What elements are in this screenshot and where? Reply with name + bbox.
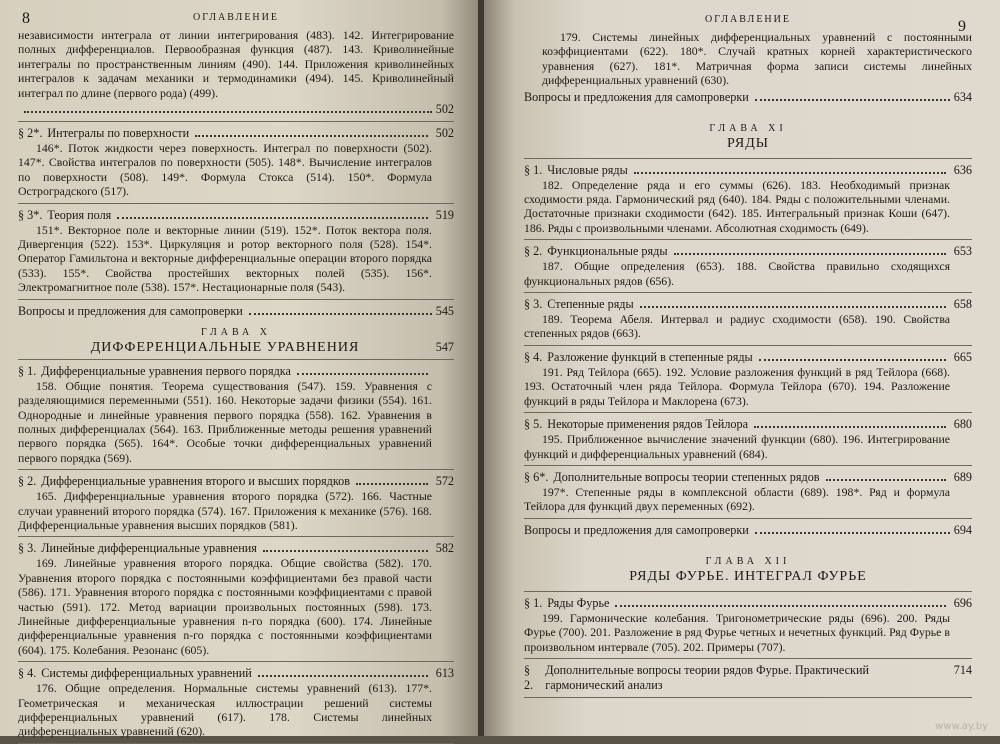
page-ref: 694 <box>953 522 972 537</box>
page-ref: 582 <box>435 541 454 556</box>
section-title: Разложение функций в степенные ряды <box>547 349 753 364</box>
divider <box>524 518 972 519</box>
section-heading <box>524 297 972 312</box>
left-page <box>0 0 480 739</box>
section-number: § 2. <box>18 474 37 489</box>
section-title: Дополнительные вопросы теории степенных рядов <box>553 469 820 484</box>
divider <box>524 158 972 159</box>
toc-section <box>18 208 454 300</box>
subsection-list: 191. Ряд Тейлора (665). 192. Условие разложения функций в ряд Тейлора (668). 193. Остаточный член ряда Тейлора. Формула Тейлора (670). 194. Разложение функций в ряды Тейлора и Маклорена (673). <box>524 364 950 408</box>
divider <box>524 697 972 698</box>
section-heading <box>524 663 972 693</box>
section-title: Функциональные ряды <box>547 244 668 259</box>
toc-section <box>524 163 972 241</box>
page-ref: 572 <box>435 474 454 489</box>
header-title: ОГЛАВЛЕНИЕ <box>705 14 791 25</box>
dot-leader <box>640 306 946 308</box>
section-number: § 3*. <box>18 207 43 222</box>
continuation-page-line <box>18 102 454 117</box>
subsection-list: 182. Определение ряда и его суммы (626). 183. Необходимый признак сходимости ряда. Гармонический ряд (640). 184. Ряды с положительными членами. Достаточные признаки сходимости (642). 185. Интегральный признак Коши (647). 186. Ряды с произвольными членами. Абсолютная сходимость (649). <box>524 177 950 235</box>
chapter-title: ДИФФЕРЕНЦИАЛЬНЫЕ УРАВНЕНИЯ <box>90 339 360 355</box>
chapter-title: РЯДЫ ФУРЬЕ. ИНТЕГРАЛ ФУРЬЕ <box>629 568 867 584</box>
section-number: § 5. <box>524 417 543 432</box>
continuation-text: 179. Системы линейных дифференциальных уравнений с постоянными коэффициентами (622). 180*. Случай кратных корней характеристического уравнения (627). 181*. Матричная форма записи системы линейных дифференциальных уравнений (630). <box>542 30 972 88</box>
page-ref: 653 <box>953 244 972 259</box>
divider <box>18 299 454 300</box>
self-check-questions <box>524 90 972 105</box>
dot-leader <box>24 111 432 113</box>
page-ref: 696 <box>953 595 972 610</box>
questions-label: Вопросы и предложения для самопроверки <box>524 522 749 537</box>
section-title: Теория поля <box>47 207 112 222</box>
dot-leader <box>297 373 428 375</box>
toc-section <box>18 126 454 204</box>
section-heading <box>18 666 454 681</box>
section-number: § 6*. <box>524 469 549 484</box>
section-title: Ряды Фурье <box>547 595 610 610</box>
toc-section <box>18 541 454 662</box>
section-title: Степенные ряды <box>547 297 634 312</box>
divider <box>18 469 454 470</box>
section-number: § 1. <box>524 595 543 610</box>
dot-leader <box>755 99 950 101</box>
section-heading <box>18 364 454 379</box>
toc-section <box>524 297 972 346</box>
divider <box>524 465 972 466</box>
section-title: Некоторые применения рядов Тейлора <box>547 417 748 432</box>
subsection-list: 146*. Поток жидкости через поверхность. Интеграл по поверхности (502). 147*. Свойства интегралов по поверхности (505). 148*. Вычисление интегралов по поверхности (508). 149*. Формула Стокса (514). 150*. Формула Остроградского (517). <box>18 141 432 199</box>
dot-leader <box>263 550 428 552</box>
subsection-list: 197*. Степенные ряды в комплексной области (689). 198*. Ряд и формула Тейлора для функций двух переменных (692). <box>524 484 950 514</box>
section-number: § 2. <box>524 244 543 259</box>
page-ref: 519 <box>435 207 454 222</box>
subsection-list: 169. Линейные уравнения второго порядка. Общие свойства (582). 170. Уравнения второго порядка с постоянными коэффициентами без правой части (586). 171. Уравнения второго порядка с постоянными коэффициентами с правой частью (591). 172. Метод вариации произвольных постоянных (598). 173. Линейные дифференциальные уравнения n-го порядка (600). 174. Линейные дифференциальные уравнения n-го порядка с постоянными коэффициентами (604). 175. Колебания. Резонанс (605). <box>18 556 432 657</box>
subsection-list: 187. Общие определения (653). 188. Свойства правильно сходящихся функциональных рядов (656). <box>524 259 950 288</box>
page-ref: 689 <box>953 469 972 484</box>
section-heading <box>524 596 972 611</box>
toc-section <box>524 244 972 293</box>
toc-section <box>18 474 454 537</box>
section-heading <box>524 244 972 259</box>
divider <box>524 292 972 293</box>
page-ref: 680 <box>953 417 972 432</box>
page-ref: 636 <box>953 162 972 177</box>
section-heading <box>18 474 454 489</box>
dot-leader <box>754 426 946 428</box>
section-number: § 4. <box>524 349 543 364</box>
toc-section <box>524 663 972 698</box>
dot-leader <box>755 532 950 534</box>
watermark: www.ay.by <box>935 721 988 732</box>
dot-leader <box>195 135 428 137</box>
page-ref: 665 <box>953 349 972 364</box>
dot-leader <box>258 675 428 677</box>
header-title: ОГЛАВЛЕНИЕ <box>193 12 279 23</box>
divider <box>524 591 972 592</box>
section-title: Числовые ряды <box>547 162 628 177</box>
divider <box>18 661 454 662</box>
page-ref: 658 <box>953 297 972 312</box>
divider <box>18 359 454 360</box>
self-check-questions <box>524 523 972 538</box>
toc-section <box>524 470 972 519</box>
page-ref: 547 <box>435 339 454 354</box>
chapter-title: РЯДЫ <box>726 135 769 151</box>
toc-section <box>524 350 972 413</box>
section-number: § 1. <box>524 162 543 177</box>
right-page <box>484 0 1000 736</box>
questions-label: Вопросы и предложения для самопроверки <box>524 89 749 104</box>
section-heading <box>18 541 454 556</box>
section-heading <box>524 163 972 178</box>
subsection-list: 165. Дифференциальные уравнения второго порядка (572). 166. Частные случаи уравнений второго порядка (574). 167. Приложения к механике (576). 168. Дифференциальные уравнения высших порядков (581). <box>18 489 432 532</box>
page-ref: 545 <box>435 303 454 318</box>
section-title: Дифференциальные уравнения первого порядка <box>41 363 291 378</box>
page-ref: 502 <box>435 126 454 141</box>
section-number: § 2. <box>524 662 534 692</box>
page-ref: 634 <box>953 89 972 104</box>
section-number: § 1. <box>18 363 37 378</box>
page-ref: 502 <box>435 102 454 117</box>
chapter-title-line <box>18 340 454 355</box>
running-head <box>18 6 454 28</box>
section-title: Системы дифференциальных уравнений <box>41 666 252 681</box>
dot-leader <box>615 605 946 607</box>
dot-leader <box>759 359 946 361</box>
subsection-list: 176. Общие определения. Нормальные системы уравнений (613). 177*. Геометрическая и механическая иллюстрации решений системы дифференциальных уравнений (617). 178. Системы линейных дифференциальных уравнений (620). <box>18 681 432 739</box>
running-head <box>524 8 972 35</box>
section-title: Линейные дифференциальные уравнения <box>41 541 257 556</box>
divider <box>18 121 454 122</box>
section-number: § 3. <box>18 541 37 556</box>
subsection-list: 195. Приближенное вычисление значений функции (680). 196. Интегрирование функций и дифференциальных уравнений (684). <box>524 432 950 461</box>
dot-leader <box>356 483 428 485</box>
section-number: § 2*. <box>18 126 43 141</box>
section-number: § 4. <box>18 666 37 681</box>
dot-leader <box>634 172 946 174</box>
toc-section <box>18 364 454 470</box>
toc-section <box>524 596 972 659</box>
dot-leader <box>674 253 946 255</box>
section-heading <box>18 126 454 141</box>
dot-leader <box>117 217 428 219</box>
dot-leader <box>249 313 432 315</box>
section-heading <box>18 208 454 223</box>
page-number: 9 <box>958 18 966 35</box>
subsection-list: 151*. Векторное поле и векторные линии (519). 152*. Поток вектора поля. Дивергенция (522). 153*. Циркуляция и ротор векторного поля (528). 154*. Оператор Гамильтона и векторные дифференциальные операции второго порядка (533). 155*. Свойства простейших векторных полей (535). 156*. Электромагнитное поле (538). 157*. Нестационарные поля (543). <box>18 222 432 295</box>
chapter-label: ГЛАВА X <box>200 326 272 338</box>
section-title: Дополнительные вопросы теории рядов Фурье. Практический гармонический анализ <box>545 662 870 692</box>
divider <box>524 658 972 659</box>
subsection-list: 189. Теорема Абеля. Интервал и радиус сходимости (658). 190. Свойства степенных рядов (663). <box>524 312 950 341</box>
page-number: 8 <box>22 10 30 27</box>
divider <box>18 536 454 537</box>
section-title: Дифференциальные уравнения второго и высших порядков <box>41 474 350 489</box>
divider <box>524 412 972 413</box>
section-number: § 3. <box>524 297 543 312</box>
toc-section <box>524 417 972 466</box>
divider <box>524 345 972 346</box>
chapter-label: ГЛАВА XI <box>709 122 787 134</box>
subsection-list: 199. Гармонические колебания. Тригонометрические ряды (696). 200. Ряды Фурье (700). 201. Разложение в ряд Фурье четных и нечетных функций. Ряд Фурье в произвольном интервале (705). 202. Примеры (707). <box>524 610 950 654</box>
chapter-label: ГЛАВА XII <box>705 555 791 567</box>
section-heading <box>524 417 972 432</box>
section-heading <box>524 470 972 485</box>
section-title: Интегралы по поверхности <box>47 126 190 141</box>
page-ref: 613 <box>435 666 454 681</box>
divider <box>524 239 972 240</box>
page-ref: 714 <box>953 662 972 677</box>
self-check-questions <box>18 304 454 319</box>
questions-label: Вопросы и предложения для самопроверки <box>18 303 243 318</box>
subsection-list: 158. Общие понятия. Теорема существования (547). 159. Уравнения с разделяющимися переменными (551). 160. Некоторые задачи физики (554). 161. Однородные и линейные уравнения первого порядка (558). 162. Уравнения в полных дифференциалах (564). 163. Приближенные методы решения уравнений первого порядка (565). 164*. Особые точки дифференциальных уравнений первого порядка (569). <box>18 378 432 465</box>
divider <box>18 203 454 204</box>
continuation-text: независимости интеграла от линии интегрирования (483). 142. Интегрирование полных дифференциалов. Первообразная функция (487). 143. Криволинейные интегралы по пространственным линиям (490). 144. Приложения криволинейных интегралов к задачам механики и термодинамики (494). 145. Криволинейный интеграл по длине (первого рода) (499). <box>18 28 454 100</box>
dot-leader <box>826 479 946 481</box>
section-heading <box>524 350 972 365</box>
toc-section <box>18 666 454 744</box>
